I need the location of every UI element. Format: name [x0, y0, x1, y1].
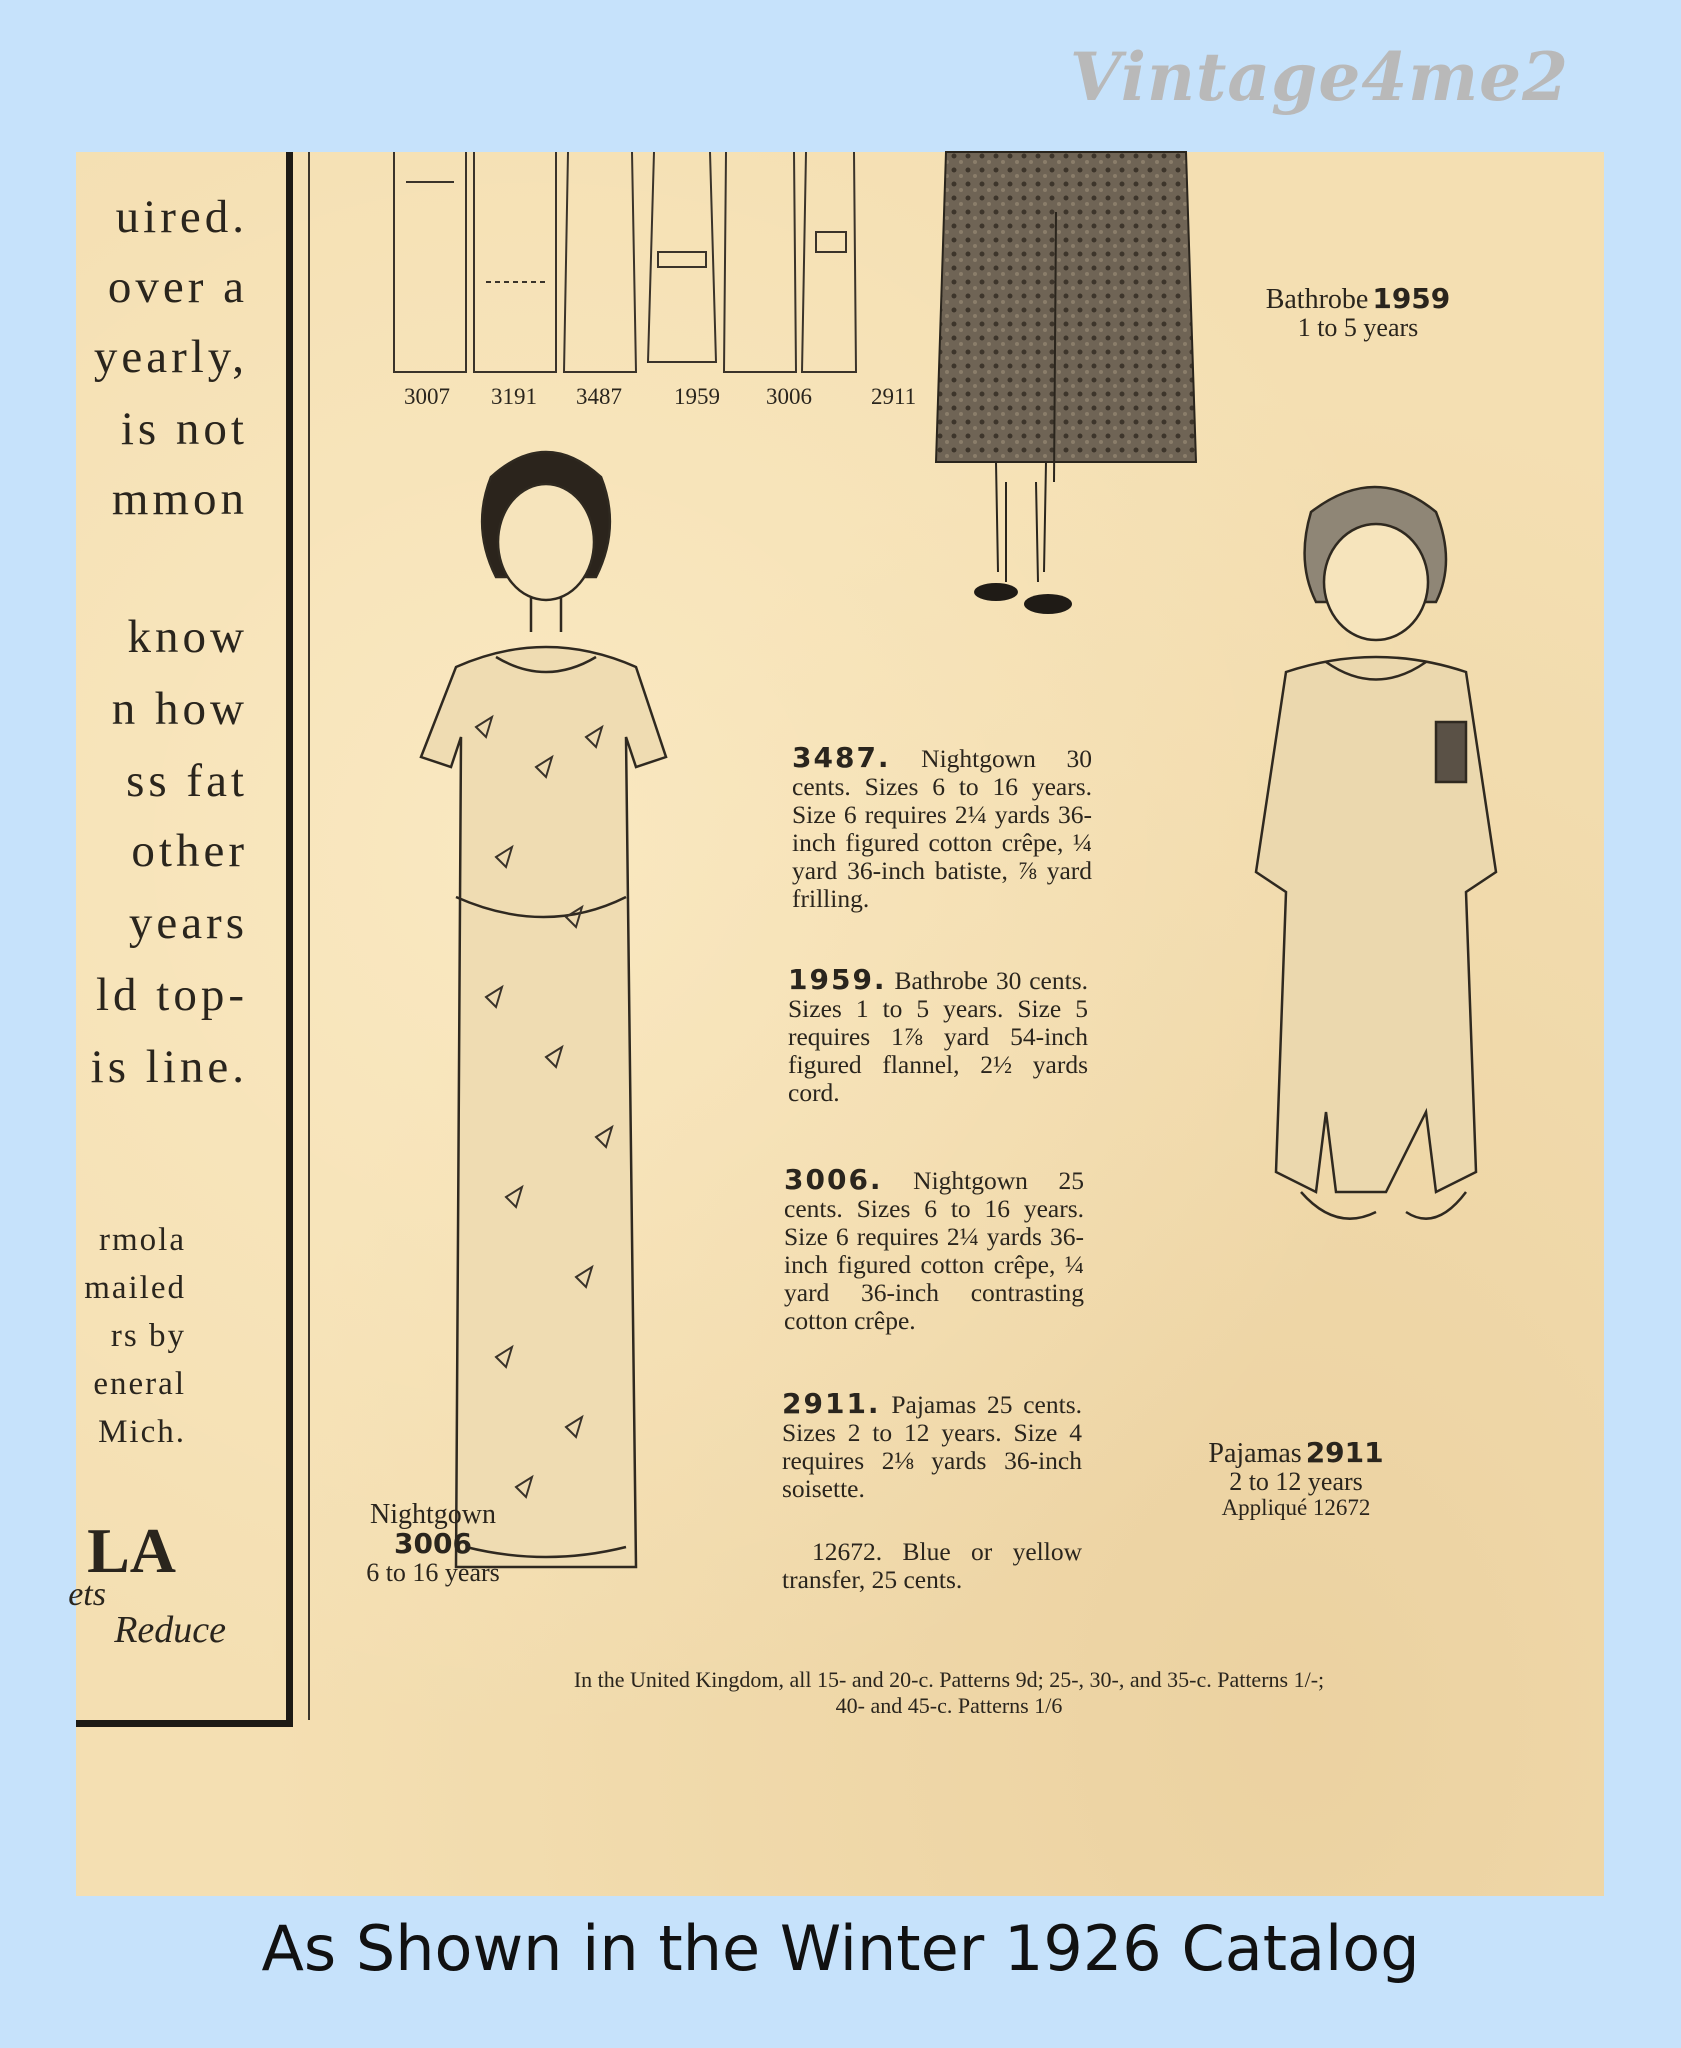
ad-line: know — [127, 611, 248, 663]
footer-note — [394, 1667, 1504, 1719]
catalog-page — [68, 152, 1604, 1896]
ad-line: years — [128, 897, 248, 949]
pajamas-figure — [1136, 472, 1616, 1432]
ad-column — [68, 152, 293, 1727]
caption-applique: Appliqué 12672 — [1221, 1494, 1371, 1520]
pattern-text: Nightgown 25 cents. Sizes 6 to 16 years. Size 6 requires 2¼ yards 36-inch figured cotton crêpe, ¼ yard 36-inch contrasting cotton crêpe. — [784, 1166, 1085, 1335]
pajamas-caption — [1166, 1438, 1426, 1520]
nightgown-caption — [338, 1500, 528, 1586]
ad-line: is line. — [90, 1041, 248, 1093]
description-3006 — [784, 1163, 1085, 1335]
description-2911 — [782, 1387, 1083, 1503]
nightgown-figure — [396, 437, 796, 1597]
ad-line: is not — [120, 403, 248, 455]
footer-line: 40- and 45-c. Patterns 1/6 — [835, 1693, 1063, 1718]
ad-line: mmon — [111, 473, 248, 525]
ad-line: over a — [107, 261, 248, 313]
ad-small-line: rs by — [110, 1318, 186, 1354]
pattern-number: 3487. — [792, 741, 891, 774]
figure-number: 1959 — [674, 384, 720, 409]
ad-line: ld top- — [95, 969, 248, 1021]
description-3487 — [792, 741, 1093, 913]
transfer-note: 12672. Blue or yellow transfer, 25 cents. — [782, 1537, 1082, 1594]
caption-range: 6 to 16 years — [366, 1557, 500, 1587]
ad-line: ss fat — [126, 755, 248, 807]
ad-line: other — [131, 825, 248, 877]
ad-small-line: eneral — [93, 1366, 186, 1402]
pattern-number: 3006. — [784, 1163, 883, 1196]
ad-line: uired. — [115, 191, 248, 243]
watermark: Vintage4me2 — [1069, 38, 1569, 116]
ad-logo: LA — [87, 1515, 176, 1586]
figure-number: 3487 — [576, 384, 622, 409]
caption-number: 2911 — [1305, 1436, 1384, 1469]
caption-number: 1959 — [1372, 282, 1451, 315]
ad-small-line: mailed — [84, 1270, 186, 1306]
column-divider — [308, 152, 310, 1720]
caption-range: 2 to 12 years — [1229, 1467, 1363, 1497]
pattern-text: Bathrobe 30 cents. Sizes 1 to 5 years. Size 5 requires 1⅞ yard 54-inch figured flannel, 2½ yards cord. — [788, 966, 1088, 1107]
ad-small-line: Mich. — [98, 1414, 186, 1450]
figure-number: 2911 — [871, 384, 917, 409]
ad-tagline: Reduce — [114, 1609, 226, 1651]
pattern-number: 1959. — [788, 963, 887, 996]
garment-sketches — [386, 152, 1026, 382]
figure-number: 3007 — [404, 384, 450, 409]
caption-number: 3006 — [394, 1527, 472, 1561]
footer-line: In the United Kingdom, all 15- and 20-c. Patterns 9d; 25-, 30-, and 35-c. Patterns 1/-; — [573, 1667, 1325, 1692]
ad-line: yearly, — [93, 331, 248, 383]
pattern-text: Pajamas 25 cents. Sizes 2 to 12 years. Size 4 requires 2⅛ yards 36-inch soisette. — [782, 1390, 1083, 1503]
caption-range: 1 to 5 years — [1297, 313, 1419, 343]
figure-number: 3006 — [766, 384, 812, 409]
image-caption: As Shown in the Winter 1926 Catalog — [261, 1912, 1420, 1985]
caption-title: Nightgown — [370, 1499, 496, 1530]
pattern-number: 2911. — [782, 1387, 881, 1420]
ad-tagline: ets — [68, 1576, 106, 1613]
ad-small-line: rmola — [99, 1222, 186, 1258]
bathrobe-caption — [1208, 284, 1508, 342]
pattern-text: Nightgown 30 cents. Sizes 6 to 16 years. Size 6 requires 2¼ yards 36-inch figured cotton crêpe, ¼ yard 36-inch batiste, ⅞ yard frilling. — [792, 744, 1093, 913]
figure-number: 3191 — [491, 384, 537, 409]
ad-line: n how — [111, 683, 248, 735]
caption-title: Pajamas — [1208, 1438, 1302, 1469]
caption-title: Bathrobe — [1265, 284, 1369, 315]
description-1959 — [788, 963, 1088, 1107]
